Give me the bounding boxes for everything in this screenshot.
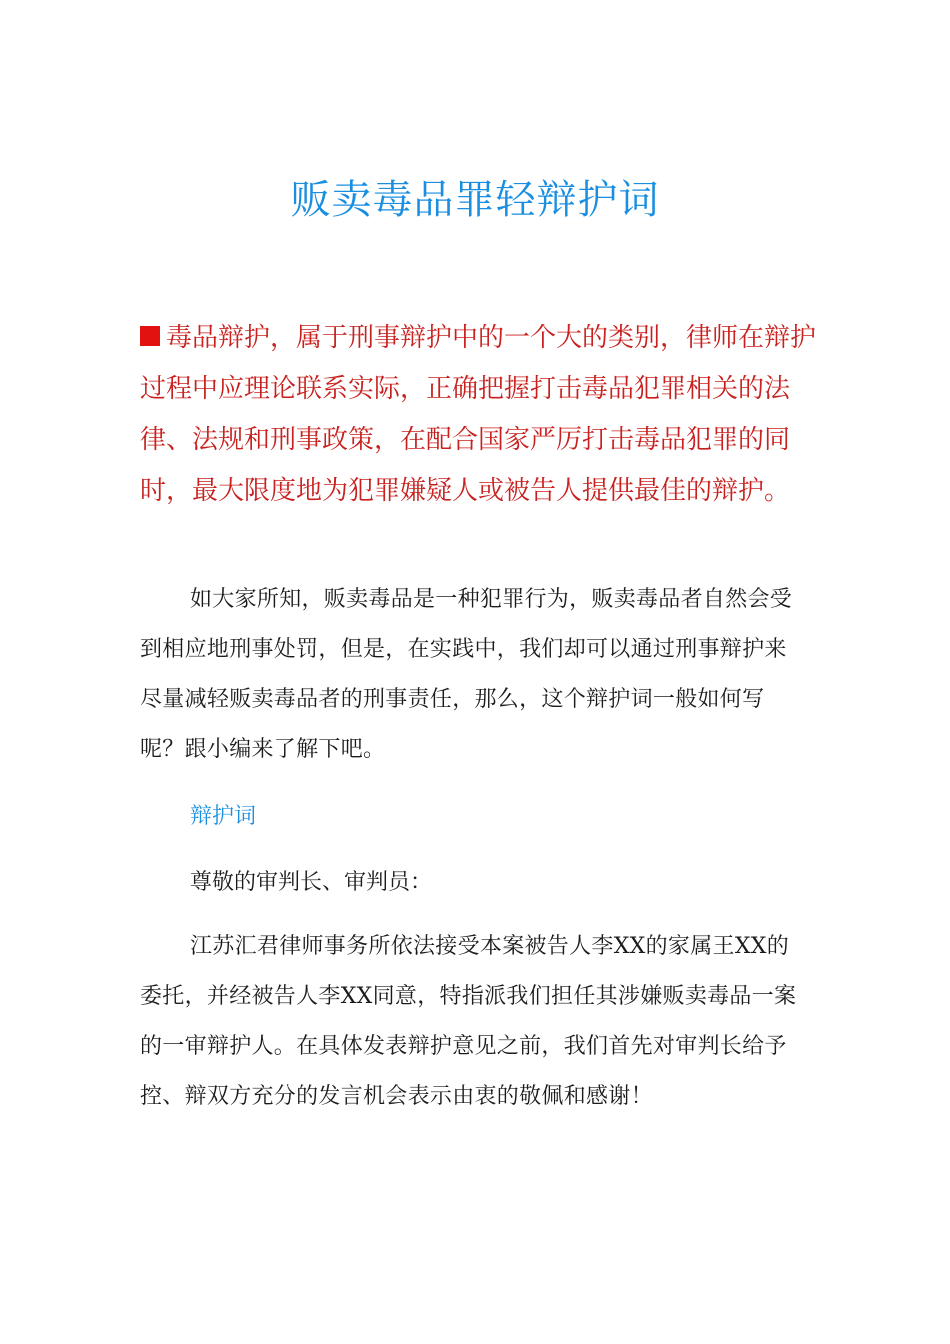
red-square-icon xyxy=(140,326,160,346)
body-paragraph-2: 江苏汇君律师事务所依法接受本案被告人李XX的家属王XX的委托，并经被告人李XX同意，特指派我们担任其涉嫌贩卖毒品一案的一审辩护人。在具体发表辩护意见之前，我们首先对审判长给予控、辩双方充分的发言机会表示由衷的敬佩和感谢！ xyxy=(140,934,797,1109)
intro-text: 毒品辩护，属于刑事辩护中的一个大的类别，律师在辩护过程中应理论联系实际，正确把握打击毒品犯罪相关的法律、法规和刑事政策，在配合国家严厉打击毒品犯罪的同时，最大限度地为犯罪嫌疑人或被告人提供最佳的辩护。 xyxy=(140,323,817,506)
salutation: 尊敬的审判长、审判员： xyxy=(190,870,433,895)
document-title: 贩卖毒品罪轻辩护词 xyxy=(290,177,660,223)
body-paragraph-1: 如大家所知，贩卖毒品是一种犯罪行为，贩卖毒品者自然会受到相应地刑事处罚，但是，在实践中，我们却可以通过刑事辩护来尽量减轻贩卖毒品者的刑事责任，那么，这个辩护词一般如何写呢？跟小编来了解下吧。 xyxy=(140,587,793,762)
intro-paragraph xyxy=(140,313,820,517)
section-heading: 辩护词 xyxy=(190,804,257,829)
